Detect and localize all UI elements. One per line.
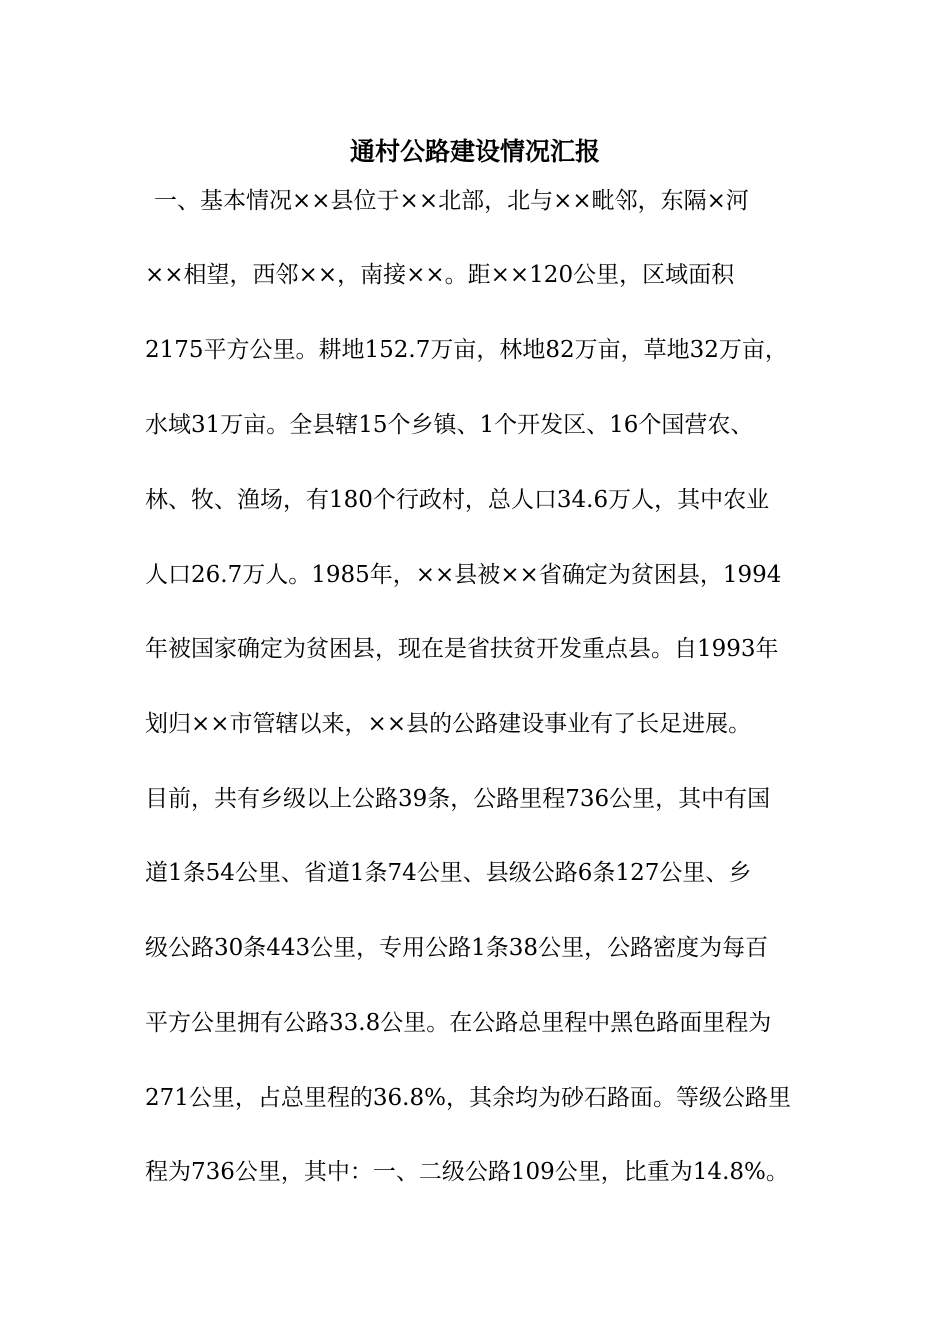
paragraph-line-4: 水域31万亩。全县辖15个乡镇、1个开发区、16个国营农、 xyxy=(145,412,754,438)
paragraph-line-2: ××相望，西邻××，南接××。距××120公里，区域面积 xyxy=(145,262,735,288)
paragraph-line-6: 人口26.7万人。1985年，××县被××省确定为贫困县，1994 xyxy=(145,562,782,588)
paragraph-line-8: 划归××市管辖以来，××县的公路建设事业有了长足进展。 xyxy=(145,711,752,737)
paragraph-line-7: 年被国家确定为贫困县，现在是省扶贫开发重点县。自1993年 xyxy=(145,636,779,662)
paragraph-line-3: 2175平方公里。耕地152.7万亩，林地82万亩，草地32万亩， xyxy=(145,337,788,363)
paragraph-line-14: 程为736公里，其中：一、二级公路109公里，比重为14.8%。 xyxy=(145,1159,789,1185)
paragraph-line-9: 目前，共有乡级以上公路39条，公路里程736公里，其中有国 xyxy=(145,786,771,812)
paragraph-line-11: 级公路30条443公里，专用公路1条38公里，公路密度为每百 xyxy=(145,935,769,961)
paragraph-line-5: 林、牧、渔场，有180个行政村，总人口34.6万人，其中农业 xyxy=(145,487,770,513)
paragraph-line-10: 道1条54公里、省道1条74公里、县级公路6条127公里、乡 xyxy=(145,860,752,886)
paragraph-line-1: 一、基本情况××县位于××北部，北与××毗邻，东隔×河 xyxy=(154,188,749,214)
paragraph-line-13: 271公里，占总里程的36.8%，其余均为砂石路面。等级公路里 xyxy=(145,1085,791,1111)
paragraph-line-12: 平方公里拥有公路33.8公里。在公路总里程中黑色路面里程为 xyxy=(145,1010,772,1036)
document-title: 通村公路建设情况汇报 xyxy=(349,137,600,166)
